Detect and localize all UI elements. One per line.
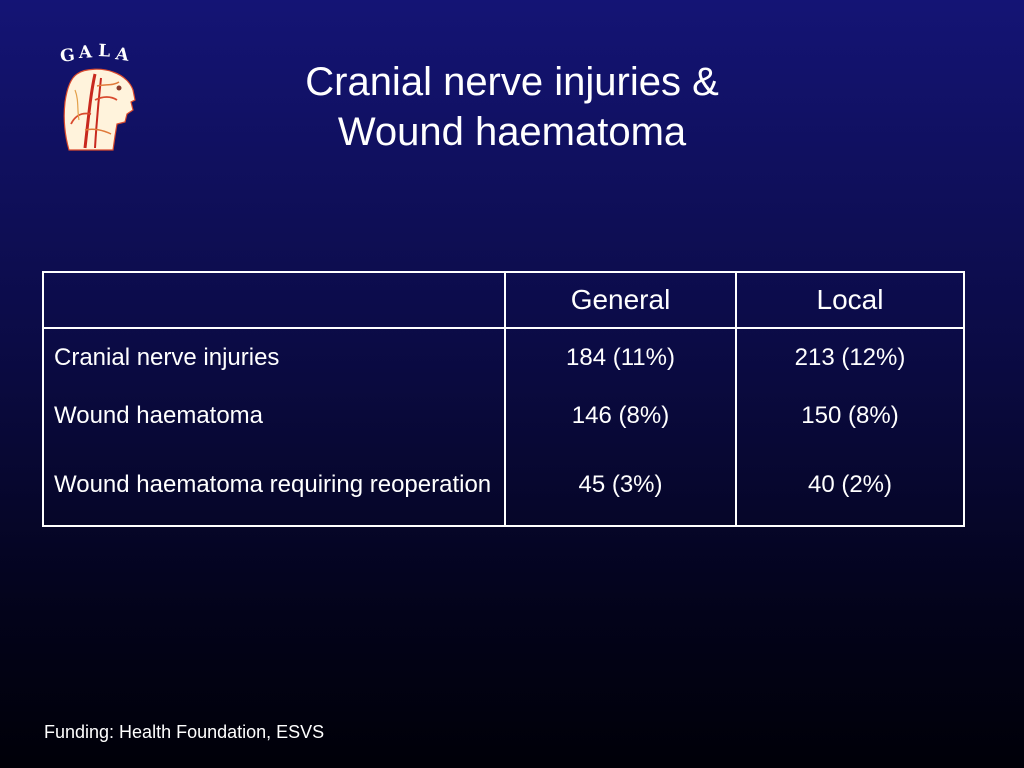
table-row [43, 387, 964, 445]
table-header-row [43, 272, 964, 328]
row-label: Wound haematoma requiring reoperation [43, 445, 505, 526]
row-label: Wound haematoma [43, 387, 505, 445]
head-neck-anatomy-icon [55, 40, 145, 155]
local-value: 40 (2%) [736, 445, 964, 526]
local-value: 213 (12%) [736, 328, 964, 387]
svg-text:A: A [78, 42, 93, 63]
svg-text:G: G [58, 45, 77, 67]
results-table [42, 271, 965, 527]
title-line-2: Wound haematoma [337, 110, 687, 154]
svg-text:L: L [97, 41, 111, 62]
header-local: Local [736, 272, 964, 328]
table-row [43, 328, 964, 387]
svg-text:A: A [114, 44, 131, 66]
general-value: 146 (8%) [505, 387, 736, 445]
row-label: Cranial nerve injuries [43, 328, 505, 387]
header-general: General [505, 272, 736, 328]
title-line-1: Cranial nerve injuries & [305, 60, 719, 104]
local-value: 150 (8%) [736, 387, 964, 445]
general-value: 184 (11%) [505, 328, 736, 387]
funding-note: Funding: Health Foundation, ESVS [44, 722, 325, 742]
table-row [43, 445, 964, 526]
gala-logo [55, 40, 145, 155]
header-empty-cell [43, 272, 505, 328]
slide-title [200, 57, 824, 157]
general-value: 45 (3%) [505, 445, 736, 526]
